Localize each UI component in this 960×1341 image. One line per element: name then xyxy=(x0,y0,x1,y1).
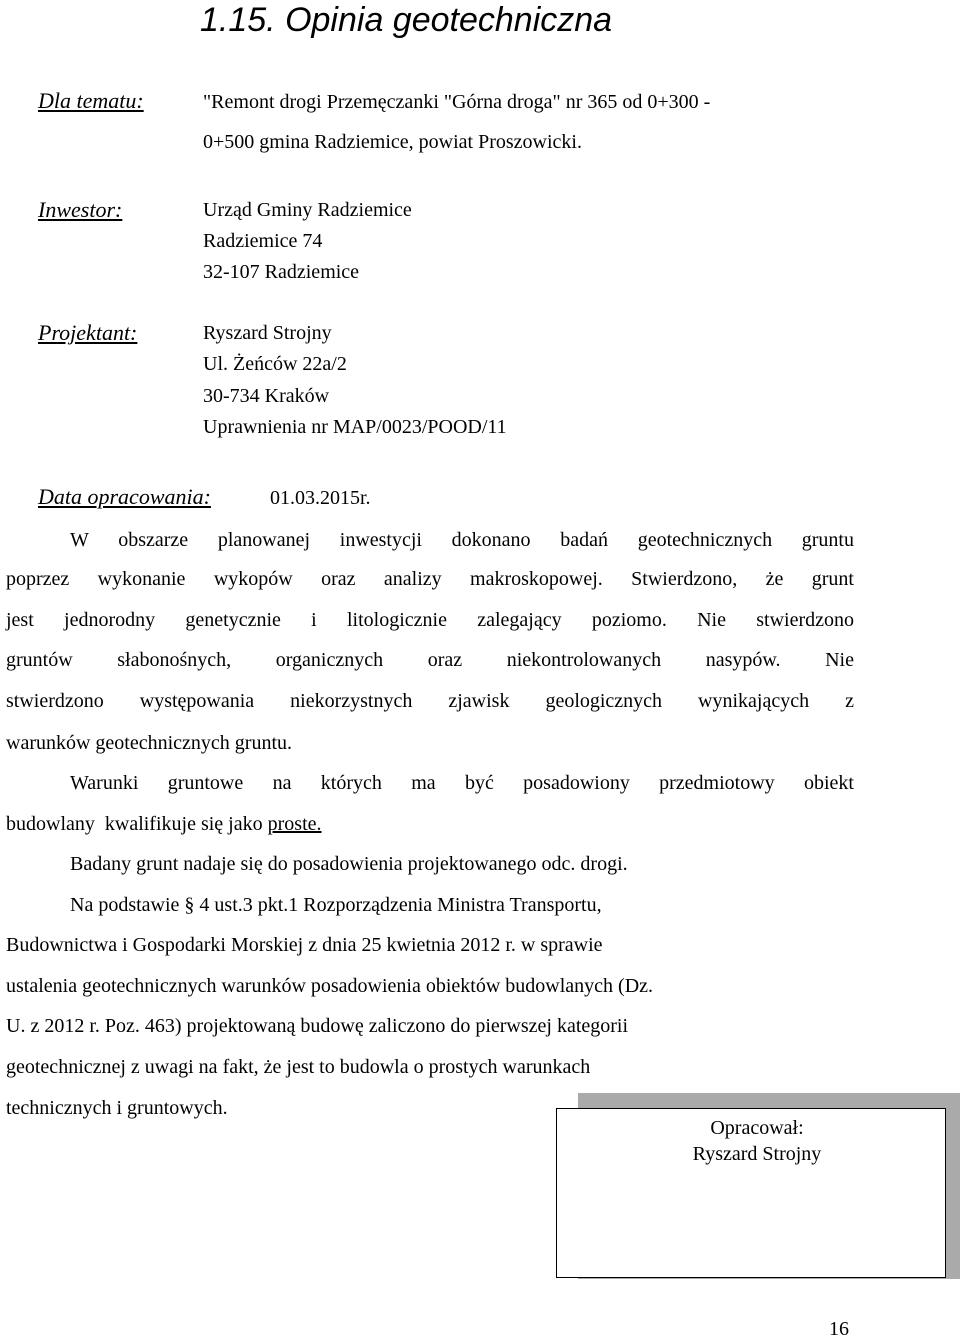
para1-line-3-text: jest jednorodny genetycznie i litologicznie zalegający poziomo. Nie stwierdzono xyxy=(6,609,854,631)
para4-line-2: Budownictwa i Gospodarki Morskiej z dnia 25 kwietnia 2012 r. w sprawie xyxy=(6,934,603,956)
signature-label: Opracował: xyxy=(710,1117,804,1139)
para1-line-4-text: gruntów słabonośnych, organicznych oraz niekontrolowanych nasypów. Nie xyxy=(6,649,854,671)
para1-line-1-text: W obszarze planowanej inwestycji dokonano badań geotechnicznych gruntu xyxy=(70,529,854,551)
para1-line-5-text: stwierdzono występowania niekorzystnych zjawisk geologicznych wynikających z xyxy=(6,690,854,712)
investor-line-2: Radziemice 74 xyxy=(203,230,323,252)
subject-label: Dla tematu: xyxy=(38,88,144,113)
date-value: 01.03.2015r. xyxy=(270,487,371,509)
subject-line-1: "Remont drogi Przemęczanki "Górna droga" nr 365 od 0+300 - xyxy=(203,91,711,113)
designer-line-4: Uprawnienia nr MAP/0023/POOD/11 xyxy=(203,416,507,438)
date-label: Data opracowania: xyxy=(38,484,211,509)
investor-label: Inwestor: xyxy=(38,197,123,222)
para4-line-1: Na podstawie § 4 ust.3 pkt.1 Rozporządzenia Ministra Transportu, xyxy=(70,894,602,916)
page-number: 16 xyxy=(829,1318,849,1340)
designer-line-1: Ryszard Strojny xyxy=(203,322,332,344)
para1-line-5 xyxy=(6,690,854,713)
signature-name: Ryszard Strojny xyxy=(692,1143,822,1165)
para4-line-6: technicznych i gruntowych. xyxy=(6,1097,228,1119)
para1-line-2 xyxy=(6,568,854,591)
designer-line-2: Ul. Żeńców 22a/2 xyxy=(203,353,347,375)
para1-line-1 xyxy=(70,528,854,552)
para4-line-4: U. z 2012 r. Poz. 463) projektowaną budowę zaliczono do pierwszej kategorii xyxy=(6,1015,629,1037)
para1-line-2-text: poprzez wykonanie wykopów oraz analizy makroskopowej. Stwierdzono, że grunt xyxy=(6,568,854,590)
para2-line-1 xyxy=(70,771,854,795)
designer-label: Projektant: xyxy=(38,320,138,345)
para2-line-2-prefix: budowlany kwalifikuje się jako xyxy=(6,813,268,835)
designer-line-3: 30-734 Kraków xyxy=(203,385,330,407)
para4-line-5: geotechnicznej z uwagi na fakt, że jest to budowla o prostych warunkach xyxy=(6,1056,591,1078)
investor-line-1: Urząd Gminy Radziemice xyxy=(203,199,412,221)
page-title: 1.15. Opinia geotechniczna xyxy=(200,1,613,39)
para3: Badany grunt nadaje się do posadowienia projektowanego odc. drogi. xyxy=(70,853,628,875)
para2-line-1-text: Warunki gruntowe na których ma być posadowiony przedmiotowy obiekt xyxy=(70,772,854,794)
category-simple: proste. xyxy=(267,813,322,835)
para1-line-3 xyxy=(6,609,854,632)
para1-line-4 xyxy=(6,649,854,672)
para2-line-2 xyxy=(6,812,322,836)
subject-line-2: 0+500 gmina Radziemice, powiat Proszowicki. xyxy=(203,131,582,153)
investor-line-3: 32-107 Radziemice xyxy=(203,261,360,283)
para1-line-6: warunków geotechnicznych gruntu. xyxy=(6,732,293,754)
para4-line-3: ustalenia geotechnicznych warunków posadowienia obiektów budowlanych (Dz. xyxy=(6,975,654,997)
